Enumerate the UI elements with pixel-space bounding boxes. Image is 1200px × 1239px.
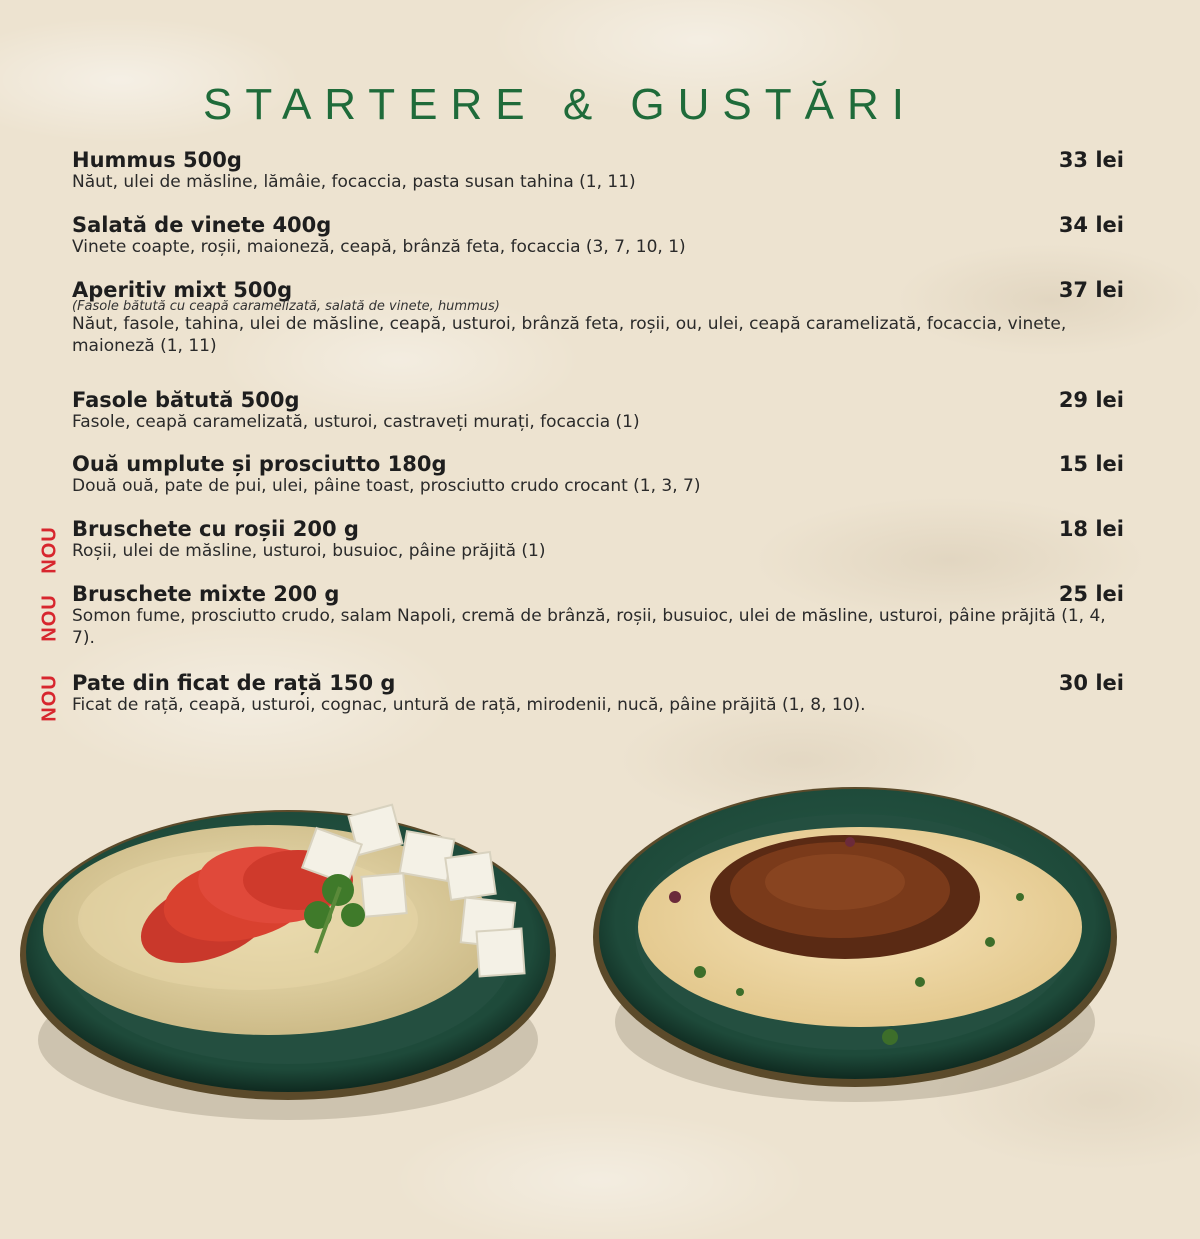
item-description: Ficat de rață, ceapă, usturoi, cognac, untură de rață, mirodenii, nucă, pâine prăjită (1, 8, 10). [72, 695, 866, 715]
item-price: 37 lei [1058, 278, 1124, 302]
item-description: Năut, ulei de măsline, lămâie, focaccia, pasta susan tahina (1, 11) [72, 172, 636, 192]
item-description: Somon fume, prosciutto crudo, salam Napoli, cremă de brânză, roșii, busuioc, ulei de măsline, usturoi, pâine prăjită (1, 4, 7). [72, 606, 1106, 648]
menu-item-aperitiv-mixt [72, 278, 1124, 357]
item-name: Fasole bătută 500g [72, 388, 300, 412]
menu-item-salata-vinete [72, 213, 1124, 258]
eggplant-salad-plate [8, 790, 568, 1120]
item-description: Roșii, ulei de măsline, usturoi, busuioc, pâine prăjită (1) [72, 541, 546, 561]
item-name: Hummus 500g [72, 148, 242, 172]
item-price: 15 lei [1058, 452, 1124, 476]
menu-item-pate-ficat [72, 671, 1124, 716]
item-price: 30 lei [1058, 671, 1124, 695]
item-description: Două ouă, pate de pui, ulei, pâine toast, prosciutto crudo crocant (1, 3, 7) [72, 476, 701, 496]
item-name: Pate din ficat de rață 150 g [72, 671, 396, 695]
new-badge: NOU [38, 674, 61, 722]
caramelized-onion [710, 835, 980, 959]
new-badge: NOU [38, 526, 61, 574]
item-price: 34 lei [1058, 213, 1124, 237]
item-subtitle: (Fasole bătută cu ceapă caramelizată, salată de vinete, hummus) [72, 299, 500, 314]
item-description: Năut, fasole, tahina, ulei de măsline, ceapă, usturoi, brânză feta, roșii, ou, ulei, ceapă caramelizată, focaccia, vinete, maioneză (1, 11) [72, 314, 1067, 356]
bean-dip-plate [590, 782, 1130, 1112]
menu-item-oua-umplute [72, 452, 1124, 497]
item-name: Aperitiv mixt 500g [72, 278, 293, 302]
item-description: Fasole, ceapă caramelizată, usturoi, castraveți murați, focaccia (1) [72, 412, 640, 432]
menu-item-hummus [72, 148, 1124, 193]
item-description: Vinete coapte, roșii, maioneză, ceapă, brânză feta, focaccia (3, 7, 10, 1) [72, 237, 686, 257]
item-price: 29 lei [1058, 388, 1124, 412]
item-name: Ouă umplute și prosciutto 180g [72, 452, 447, 476]
item-price: 18 lei [1058, 517, 1124, 541]
item-name: Salată de vinete 400g [72, 213, 332, 237]
item-price: 25 lei [1058, 582, 1124, 606]
section-title: STARTERE & GUSTĂRI [203, 80, 918, 129]
menu-item-bruschete-mixte [72, 582, 1124, 649]
menu-item-fasole-batuta [72, 388, 1124, 433]
menu-item-bruschete-rosii [72, 517, 1124, 562]
item-name: Bruschete mixte 200 g [72, 582, 340, 606]
item-name: Bruschete cu roșii 200 g [72, 517, 359, 541]
item-price: 33 lei [1058, 148, 1124, 172]
new-badge: NOU [38, 594, 61, 642]
